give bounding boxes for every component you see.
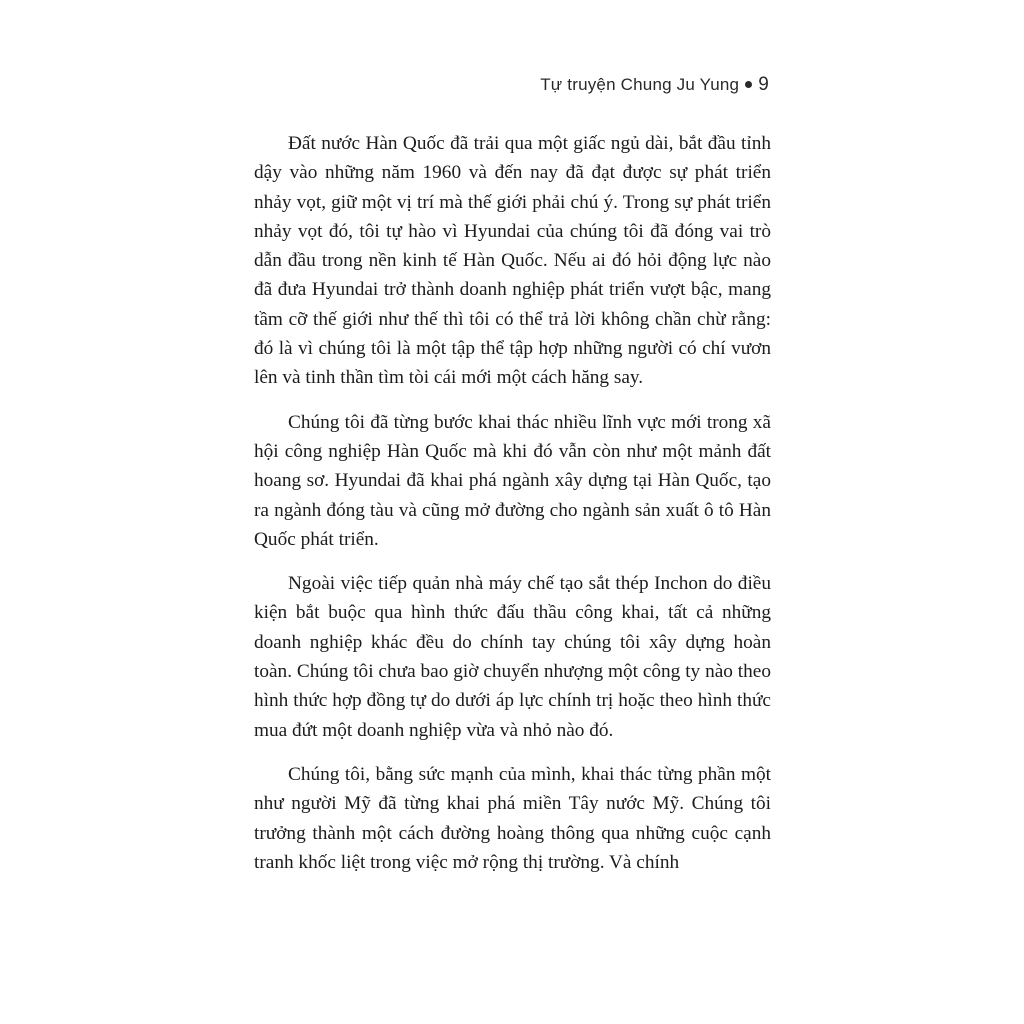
paragraph-1: Đất nước Hàn Quốc đã trải qua một giấc ngủ dài, bắt đầu tỉnh dậy vào những năm 1960 và đến nay đã đạt được sự phát triển nhảy vọt, giữ một vị trí mà thế giới phải chú ý. Trong sự phát triển nhảy vọt đó, tôi tự hào vì Hyundai của chúng tôi đã đóng vai trò dẫn đầu trong nền kinh tế Hàn Quốc. Nếu ai đó hỏi động lực nào đã đưa Hyundai trở thành doanh nghiệp phát triển vượt bậc, mang tầm cỡ thế giới như thế thì tôi có thể trả lời không chần chừ rằng: đó là vì chúng tôi là một tập thể tập hợp những người có chí vươn lên và tinh thần tìm tòi cái mới một cách hăng say. [254,133,771,389]
page-number: 9 [758,74,769,95]
paragraph-2: Chúng tôi đã từng bước khai thác nhiều lĩnh vực mới trong xã hội công nghiệp Hàn Quốc mà khi đó vẫn còn như một mảnh đất hoang sơ. Hyundai đã khai phá ngành xây dựng tại Hàn Quốc, tạo ra ngành đóng tàu và cũng mở đường cho ngành sản xuất ô tô Hàn Quốc phát triển. [254,411,771,550]
body-text [254,129,771,892]
bullet-separator [745,81,752,88]
paragraph-3: Ngoài việc tiếp quản nhà máy chế tạo sắt thép Inchon do điều kiện bắt buộc qua hình thức đấu thầu công khai, tất cả những doanh nghiệp khác đều do chính tay chúng tôi xây dựng hoàn toàn. Chúng tôi chưa bao giờ chuyển nhượng một công ty nào theo hình thức hợp đồng tự do dưới áp lực chính trị hoặc theo hình thức mua đứt một doanh nghiệp vừa và nhỏ nào đó. [254,573,771,741]
book-title: Tự truyện Chung Ju Yung [540,75,740,94]
paragraph-4: Chúng tôi, bằng sức mạnh của mình, khai thác từng phần một như người Mỹ đã từng khai phá miền Tây nước Mỹ. Chúng tôi trưởng thành một cách đường hoàng thông qua những cuộc cạnh tranh khốc liệt trong việc mở rộng thị trường. Và chính [254,763,771,873]
running-header [540,74,769,96]
